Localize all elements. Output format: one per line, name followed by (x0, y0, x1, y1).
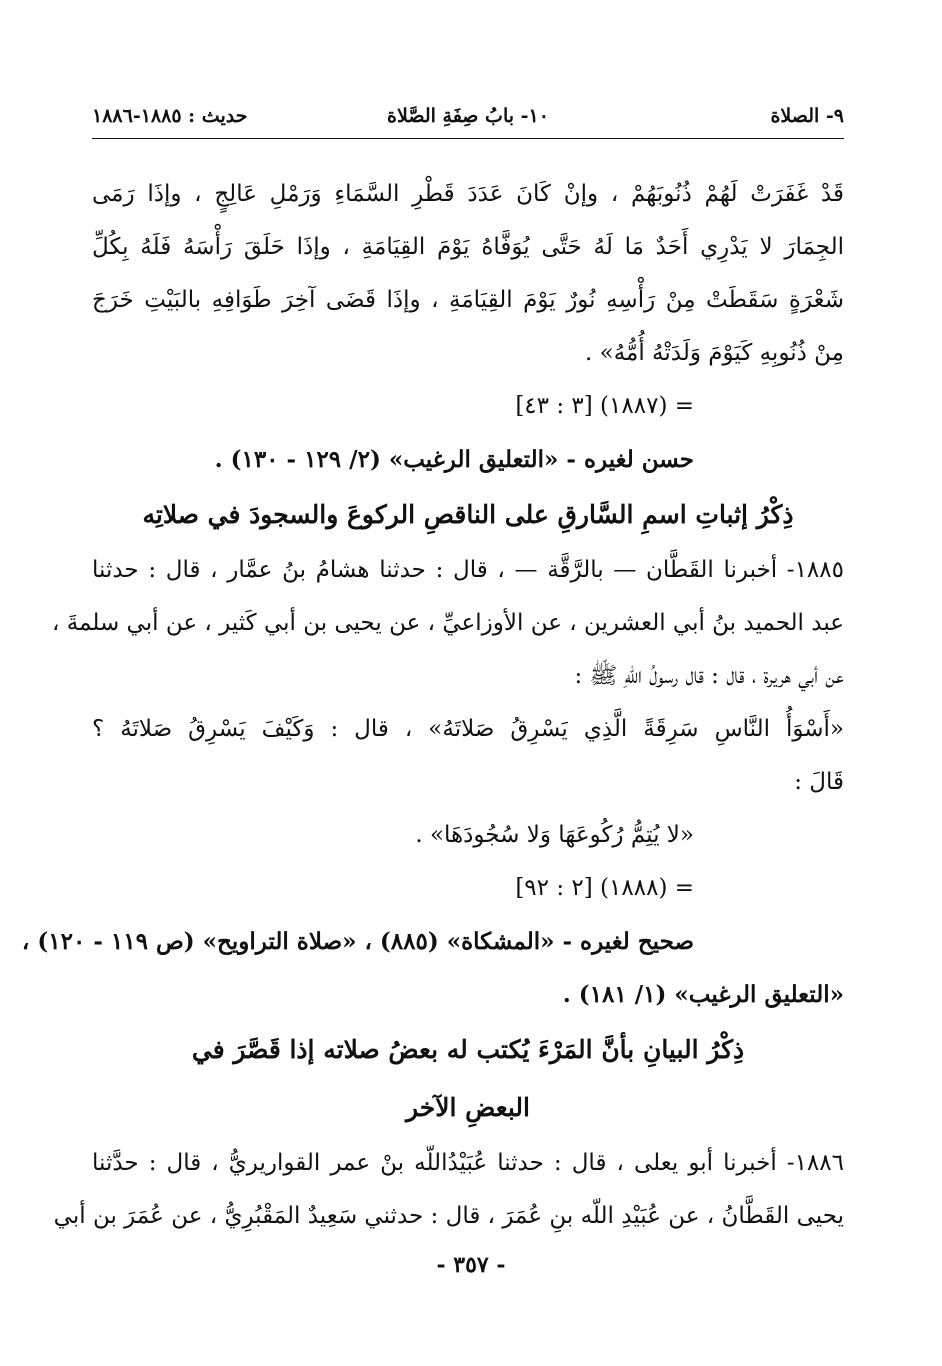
text-line: عبد الحميد بنُ أبي العشرين ، عن الأوزاعيِّ ، عن يحيى بن أبي كَثير ، عن أبي سلمةَ ، (52, 610, 844, 636)
text-line: يحيى القَطَّانُ ، عن عُبَيْدِ اللّه بنِ عُمَرَ ، قال : حدثني سَعِيدٌ المَقْبُرِيُّ ، عن عُمَرَ بن أبي (53, 1203, 844, 1229)
page-body (21, 168, 844, 1243)
text-line: قَالَ : (794, 769, 844, 795)
section-title: ١٠- بابُ صِفَةِ الصَّلاة (387, 105, 549, 127)
text-line: شَعْرَةٍ سَقَطَتْ مِنْ رَأْسِهِ نُورٌ يَوْمَ القِيَامَةِ ، وإذَا قَضَى آخِرَ طَوَافِهِ بالبَيْتِ خَرَجَ (92, 287, 844, 313)
text-line: الجِمَارَ لا يَدْرِي أَحَدٌ مَا لَهُ حَتَّى يُوَفَّاهُ يَوْمَ القِيَامَةِ ، وإذَا حَلَقَ رَأْسَهُ فَلَهُ بِكُلِّ (92, 234, 844, 260)
page-number: - ٣٥٧ - (436, 1252, 506, 1278)
grading-note: صحيح لغيره - «المشكاة» (٨٨٥) ، «صلاة التراويح» (ص ١١٩ - ١٢٠) ، (21, 928, 694, 955)
cross-reference: = (١٨٨٨) [٢ : ٩٢] (515, 875, 694, 901)
text-line: عن أبي هريرة ، قال : قال رسولُ اللّهِ ﷺ : (574, 663, 844, 689)
text-line: ١٨٨٥- أخبرنا القَطَّان — بالرَّقَّة — ، قال : حدثنا هشامُ بنُ عمَّار ، قال : حدثنا (92, 557, 844, 583)
section-heading-continued: البعضِ الآخر (406, 1093, 530, 1122)
text-line: قَدْ غَفَرَتْ لَهُمْ ذُنُوبَهُمْ ، وإنْ كَانَ عَدَدَ قَطْرِ السَّمَاءِ وَرَمْلِ عَالِجٍ ، وإذَا رَمَى (92, 181, 844, 207)
text-line: «لا يُتِمُّ رُكُوعَهَا وَلا سُجُودَهَا» . (415, 822, 694, 848)
hadith-range: حديث : ١٨٨٥-١٨٨٦ (92, 105, 248, 127)
running-header (92, 96, 844, 136)
grading-note: «التعليق الرغيب» (١/ ١٨١) . (562, 981, 844, 1008)
section-heading: ذِكْرُ البيانِ بأنَّ المَرْءَ يُكتب له بعضُ صلاته إذا قَصَّرَ في (191, 1035, 745, 1064)
text-line: ١٨٨٦- أخبرنا أبو يعلى ، قال : حدثنا عُبَيْدُاللّه بنْ عمر القواريريُّ ، قال : حدَّثنا (92, 1150, 844, 1176)
header-rule (92, 138, 844, 139)
chapter-title: ٩- الصلاة (770, 105, 844, 127)
section-heading: ذِكْرُ إثباتِ اسمِ السَّارقِ على الناقصِ الركوعَ والسجودَ في صلاتِه (142, 500, 794, 529)
grading-note: حسن لغيره - «التعليق الرغيب» (٢/ ١٢٩ - ١٣٠) . (214, 446, 694, 473)
text-line: «أَسْوَأُ النَّاسِ سَرِقَةً الَّذِي يَسْرِقُ صَلاتَهُ» ، قال : وَكَيْفَ يَسْرِقُ صَلاتَهُ ؟ (92, 716, 844, 742)
text-line: مِنْ ذُنُوبِهِ كَيَوْمَ وَلَدَتْهُ أُمُّهُ» . (585, 340, 844, 366)
cross-reference: = (١٨٨٧) [٣ : ٤٣] (515, 393, 694, 419)
